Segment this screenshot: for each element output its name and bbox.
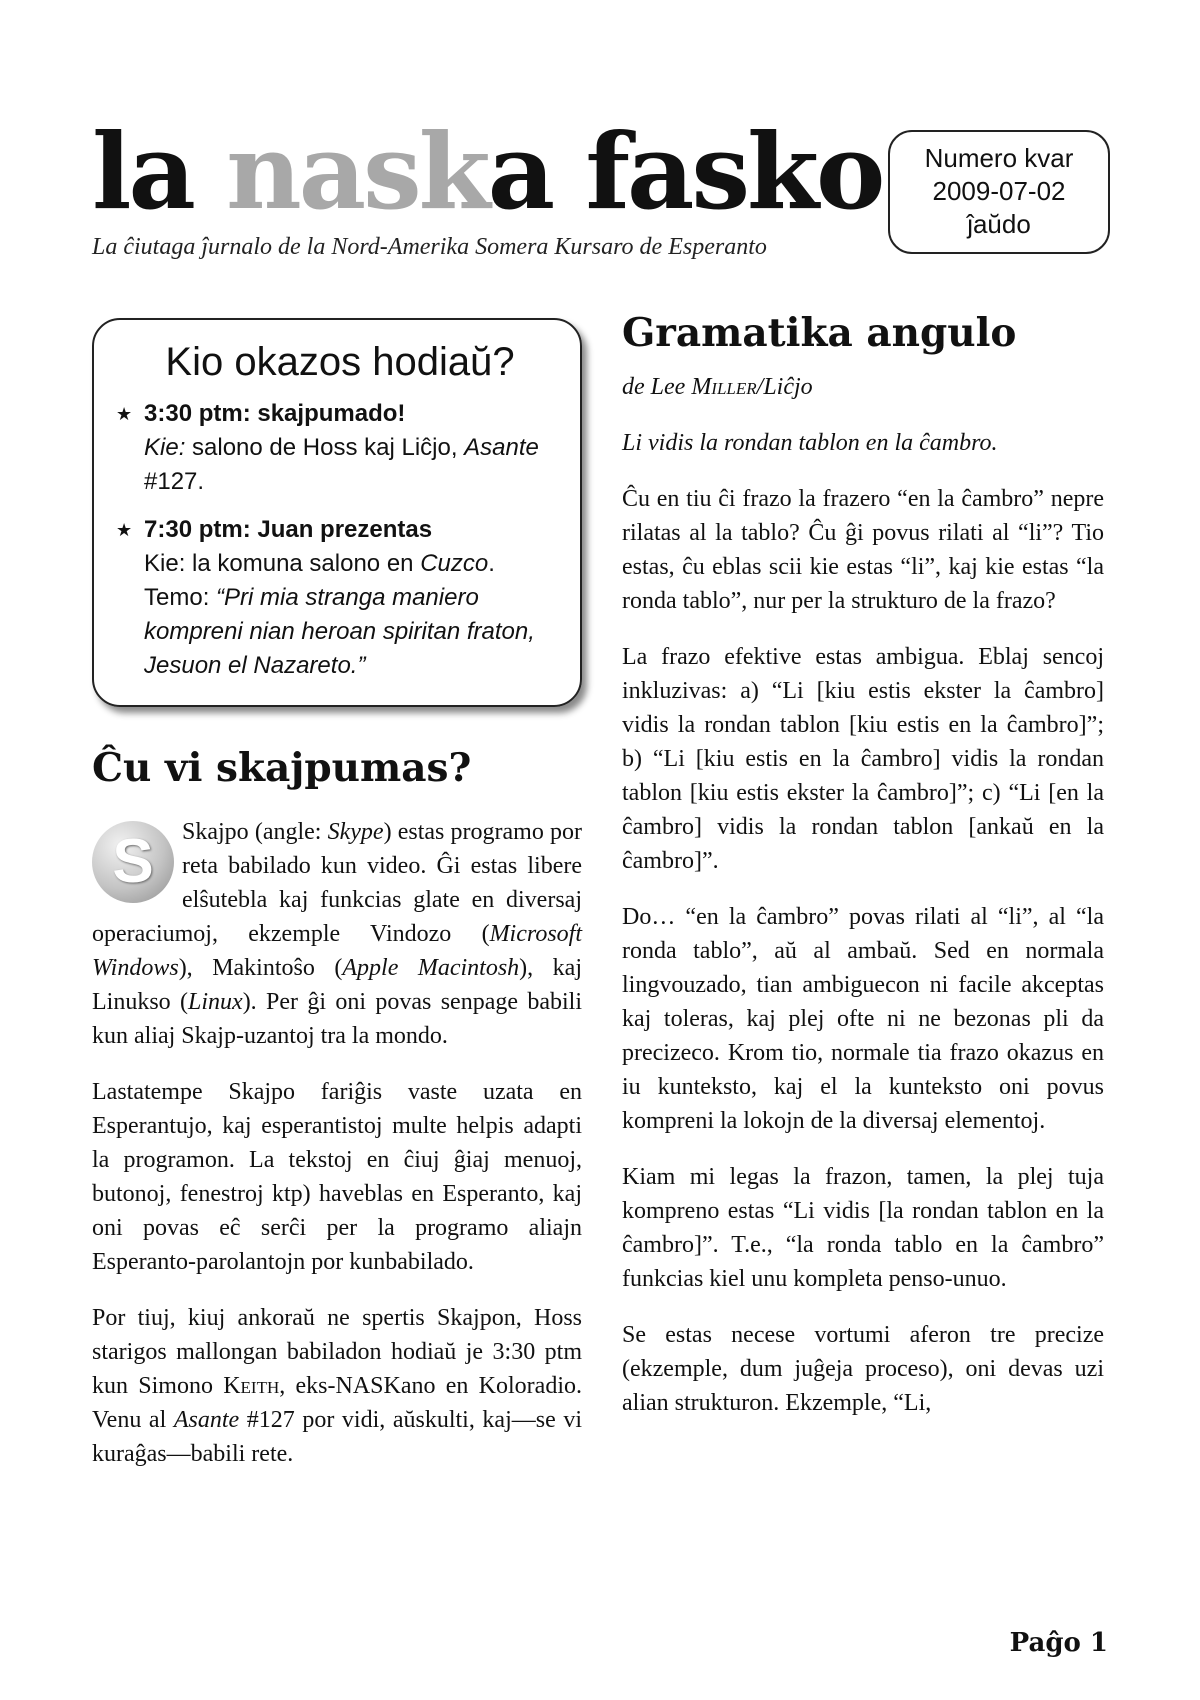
skype-article bbox=[92, 815, 582, 1471]
event-theme: “Pri mia stranga maniero kompreni nian heroan spiritan fraton, Jesuon el Nazareto.” bbox=[144, 584, 535, 679]
skype-paragraph-2: Lastatempe Skajpo fariĝis vaste uzata en Esperantujo, kaj esperantistoj multe helpis adapti la programon. La tekstoj en ĉiuj ĝiaj menuoj, butonoj, fenestroj ktp) haveblas en Esperanto, kaj oni povas eĉ serĉi per la programo aliajn Esperanto-parolantojn por kunbabilado. bbox=[92, 1079, 582, 1275]
issue-date: 2009-07-02 bbox=[932, 176, 1066, 206]
skype-logo-icon: S bbox=[92, 821, 174, 903]
grammar-article-heading: Gramatika angulo bbox=[622, 310, 1017, 356]
page-number: Paĝo 1 bbox=[1009, 1628, 1108, 1658]
event-title: 7:30 ptm: Juan prezentas bbox=[144, 516, 433, 543]
skype-article-heading: Ĉu vi skajpumas? bbox=[92, 745, 472, 791]
grammar-paragraph-1: Ĉu en tiu ĉi frazo la frazero “en la ĉambro” nepre rilatas al la tablo? Ĉu ĝi povus rilati al “li”? Tio estas, ĉu eblas scii kie estas “li”, kaj kie estas “la ronda tablo”, nur per la strukturo de la frazo? bbox=[622, 486, 1104, 614]
grammar-paragraph-5: Se estas necese vortumi aferon tre precize (ekzemple, dum juĝeja proceso), oni devas uzi alian strukturon. Ekzemple, “Li, bbox=[622, 1322, 1104, 1416]
star-icon: ★ bbox=[116, 520, 133, 540]
grammar-example-sentence: Li vidis la rondan tablon en la ĉambro. bbox=[622, 430, 998, 456]
grammar-paragraph-2: La frazo efektive estas ambigua. Eblaj sencoj inkluzivas: a) “Li [kiu estis ekster la ĉambro] vidis la rondan tablon [kiu estis en la ĉambro]”; b) “Li [kiu estis en la ĉambro] vidis la rondan tablon [kiu estis ekster la ĉambro]”; c) “Li [en la ĉambro] vidis la rondan tablon [ankaŭ en la ĉambro]”. bbox=[622, 644, 1104, 874]
event-item: ★ 3:30 ptm: skajpumado! Kie: salono de Hoss kaj Liĉjo, Asante #127. bbox=[116, 397, 564, 499]
masthead bbox=[92, 110, 883, 261]
events-heading: Kio okazos hodiaŭ? bbox=[165, 340, 515, 384]
event-title: 3:30 ptm: skajpumado! bbox=[144, 400, 406, 427]
left-column bbox=[92, 318, 582, 1471]
issue-weekday: ĵaŭdo bbox=[967, 209, 1031, 239]
grammar-paragraph-4: Kiam mi legas la frazon, tamen, la plej tuja kompreno estas “Li vidis [la rondan tablon en la ĉambro]”. T.e., “la ronda tablo en la ĉambro” funkcias kiel unu kompleta penso-unuo. bbox=[622, 1164, 1104, 1292]
issue-info-box bbox=[888, 130, 1110, 254]
newspaper-subtitle: La ĉiutaga ĵurnalo de la Nord-Amerika Somera Kursaro de Esperanto bbox=[92, 234, 767, 260]
skype-paragraph-1: S Skajpo (angle: Skype) estas programo por reta babilado kun video. Ĝi estas libere elŝutebla kaj funkcias glate en diversaj operaciumoj, ekzemple Vindozo (Microsoft Windows), Makintoŝo (Apple Macintosh), kaj Linukso (Linux). Per ĝi oni povas senpage babili kun aliaj Skajp-uzantoj tra la mondo. bbox=[92, 819, 583, 1049]
issue-number: Numero kvar bbox=[924, 143, 1074, 173]
right-column bbox=[622, 310, 1104, 1420]
skype-paragraph-3: Por tiuj, kiuj ankoraŭ ne spertis Skajpon, Hoss starigos mallongan babiladon hodiaŭ je 3:30 ptm kun Simono Keith, eks-NASKano en Koloradio. Venu al Asante #127 por vidi, aŭskulti, kaj—se vi kuraĝas—babili rete. bbox=[92, 1305, 582, 1467]
star-icon: ★ bbox=[116, 404, 133, 424]
events-box bbox=[92, 318, 582, 707]
newspaper-title: la naska fasko bbox=[92, 110, 883, 233]
event-item: ★ 7:30 ptm: Juan prezentas Kie: la komuna salono en Cuzco. Temo: “Pri mia stranga maniero kompreni nian heroan spiritan fraton, Jesuon el Nazareto.” bbox=[116, 513, 564, 683]
title-highlight: nask bbox=[226, 110, 488, 233]
grammar-paragraph-3: Do… “en la ĉambro” povas rilati al “li”, al “la ronda tablo”, aŭ al ambaŭ. Sed en normala lingvouzado, tian ambiguecon ni facile akceptas kaj toleras, kaj plej ofte ni ne bezonas pli da precizeco. Krom tio, normale tia frazo okazus en iu kunteksto, kaj el la kunteksto oni povus kompreni la lokojn de la diversaj elementoj. bbox=[622, 904, 1104, 1134]
grammar-byline: de Lee Miller/Liĉjo bbox=[622, 374, 813, 400]
